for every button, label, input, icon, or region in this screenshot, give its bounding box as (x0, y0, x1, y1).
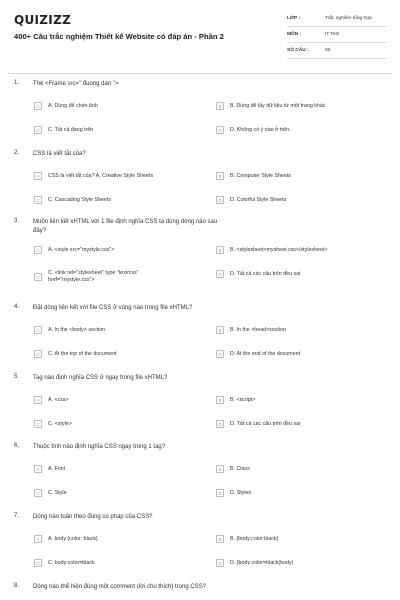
worksheet-title: 400+ Câu trắc nghiệm Thiết kế Website có đáp án - Phần 2 (14, 32, 224, 41)
answer-option-d[interactable] (216, 126, 291, 134)
question-text: CSS là viết tắt của? (33, 151, 86, 157)
option-text: D. Không có ý nào ở trên. (230, 126, 291, 133)
question-text: Tag nào định nghĩa CSS ở ngay trong file xHTML? (33, 375, 168, 381)
question-text: Dòng nào thể hiện đúng một comment (lời chú thích) trong CSS? (33, 584, 207, 590)
option-text: B. Class (230, 465, 250, 472)
option-letter-box: D (216, 559, 224, 567)
option-text: C. Style (48, 489, 67, 496)
option-text: B. Dùng để lấy dữ liệu từ một trang khác (230, 102, 326, 109)
option-text: A. body {color: black} (48, 535, 98, 542)
option-text: A. <css> (48, 396, 69, 403)
meta-value: 50 (325, 48, 331, 53)
question-number: 6. (14, 443, 20, 449)
meta-key: SỐ CÂU : (287, 48, 309, 53)
option-text: B. {body;color:black} (230, 535, 279, 542)
answer-option-c[interactable] (34, 559, 95, 567)
option-letter-box: A (34, 535, 42, 543)
option-text: CSS là viết tắt của? A. Creative Style Sheets (48, 172, 154, 179)
answer-option-d[interactable] (216, 350, 300, 358)
answer-option-a[interactable] (34, 326, 105, 334)
option-text: C. Cascading Style Sheets (48, 196, 112, 203)
answer-option-c[interactable] (34, 196, 111, 204)
option-letter-box: D (216, 350, 224, 358)
option-letter-box: A (34, 326, 42, 334)
answer-option-d[interactable] (216, 559, 293, 567)
question-number: 5. (14, 374, 20, 380)
answer-option-b[interactable] (216, 246, 327, 254)
option-letter-box: A (34, 465, 42, 473)
option-letter-box: D (216, 196, 224, 204)
option-text: D. Colorful Style Sheets (230, 196, 287, 203)
meta-value: Trắc nghiệm tổng hợp (325, 16, 372, 21)
option-text: A. Dùng để chèn ảnh (48, 102, 98, 109)
answer-option-a[interactable] (34, 172, 153, 180)
option-text: B. <script> (230, 396, 256, 403)
answer-option-b[interactable] (216, 396, 255, 404)
option-text: A. Font (48, 465, 66, 472)
answer-option-b[interactable] (216, 326, 286, 334)
option-text: D. At the end of the document (230, 350, 301, 357)
question-text: Dòng nào tuân theo đúng cú pháp của CSS? (33, 514, 153, 520)
option-text: A. <style src="mystyle.css"> (48, 246, 115, 253)
option-text: D. {body:color=black(body) (230, 559, 294, 566)
option-text: C. <link rel="stylesheet" type "text/css" href="mystyle.css"> (48, 270, 139, 283)
option-letter-box: D (216, 489, 224, 497)
option-letter-box: B (216, 102, 224, 110)
answer-option-a[interactable] (34, 535, 98, 543)
option-letter-box: D (216, 420, 224, 428)
option-letter-box: B (216, 326, 224, 334)
question-text: Thẻ <Frame src=" đuong dan "> (33, 81, 119, 87)
question-number: 7. (14, 513, 20, 519)
question-text: Thuộc tính nào định nghĩa CSS ngay trong 1 tag? (33, 444, 166, 450)
option-text: D. Tất cả các câu trên đều sai (230, 420, 301, 427)
option-letter-box: B (216, 246, 224, 254)
option-letter-box: C (34, 559, 42, 567)
option-letter-box: A (34, 396, 42, 404)
quizizz-logo: QUIZIZZ (14, 13, 72, 27)
answer-option-b[interactable] (216, 535, 278, 543)
answer-option-b[interactable] (216, 172, 291, 180)
option-text: C. Tất cả đang trên (48, 126, 94, 133)
question-number: 8. (14, 583, 20, 589)
answer-option-d[interactable] (216, 196, 286, 204)
question-number: 2. (14, 150, 20, 156)
option-letter-box: B (216, 396, 224, 404)
option-text: A. In the <body> section (48, 326, 106, 333)
question-text: Muốn liên kết xHTML với 1 file định nghĩa CSS ta dùng dòng nào sau đây? (33, 219, 218, 234)
answer-option-d[interactable] (216, 270, 300, 278)
answer-option-a[interactable] (34, 102, 98, 110)
option-letter-box: C (34, 350, 42, 358)
answer-option-a[interactable] (34, 465, 65, 473)
option-text: B. <stylesheet>mysheet.css</stylesheet> (230, 246, 328, 253)
option-letter-box: A (34, 172, 42, 180)
question-number: 4. (14, 304, 20, 310)
option-letter-box: D (216, 270, 224, 278)
answer-option-b[interactable] (216, 102, 325, 110)
option-letter-box: C (34, 126, 42, 134)
question-number: 3. (14, 218, 20, 224)
option-text: C. At the top of the document (48, 350, 117, 357)
option-letter-box: D (216, 126, 224, 134)
answer-option-a[interactable] (34, 246, 114, 254)
option-letter-box: B (216, 465, 224, 473)
option-letter-box: C (34, 196, 42, 204)
answer-option-a[interactable] (34, 396, 69, 404)
option-letter-box: C (34, 489, 42, 497)
answer-option-c[interactable] (34, 350, 117, 358)
question-text: Đặt dòng liên kết với file CSS ở vùng nào trong file xHTML? (33, 305, 193, 311)
option-letter-box: A (34, 246, 42, 254)
option-letter-box: B (216, 172, 224, 180)
answer-option-d[interactable] (216, 489, 251, 497)
meta-value: IT Test (325, 32, 340, 37)
answer-option-b[interactable] (216, 465, 250, 473)
option-text: C. <style> (48, 420, 72, 427)
meta-key: MÔN : (287, 32, 302, 37)
option-letter-box: C (34, 273, 42, 281)
meta-key: LỚP : (287, 16, 301, 21)
option-text: D. Styles (230, 489, 252, 496)
option-text: D. Tất cả các câu trên đều sai (230, 270, 301, 277)
option-text: C. body:color=black (48, 559, 95, 566)
option-letter-box: A (34, 102, 42, 110)
option-letter-box: B (216, 535, 224, 543)
answer-option-c[interactable] (34, 126, 93, 134)
answer-option-c[interactable] (34, 489, 67, 497)
answer-option-c[interactable] (34, 420, 72, 428)
option-letter-box: C (34, 420, 42, 428)
option-text: B. In the <head>section (230, 326, 286, 333)
option-text: B. Computer Style Sheets (230, 172, 291, 179)
answer-option-c[interactable] (34, 270, 139, 284)
answer-option-d[interactable] (216, 420, 300, 428)
question-number: 1. (14, 80, 20, 86)
